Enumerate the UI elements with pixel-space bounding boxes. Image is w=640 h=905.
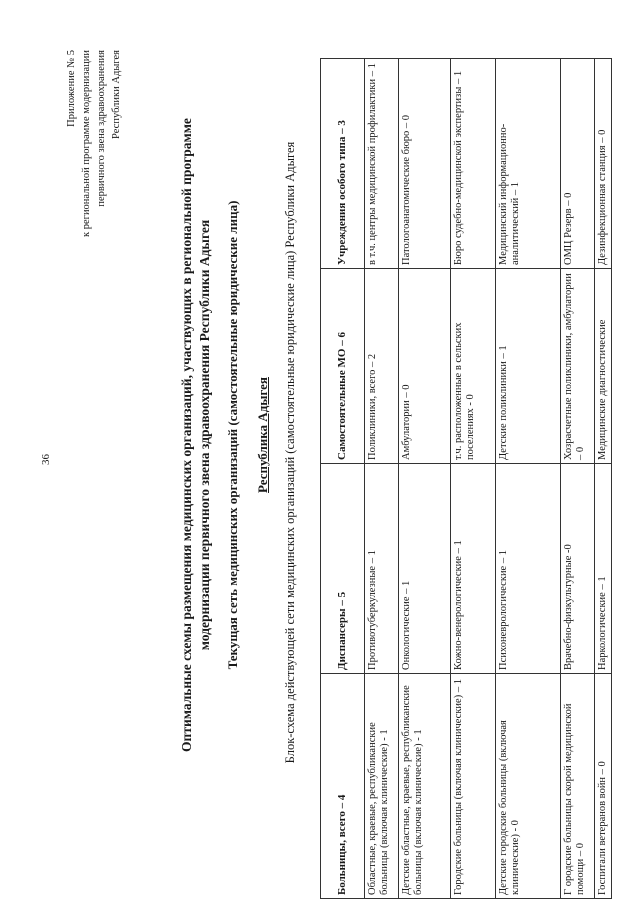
appendix-line: первичного звена здравоохранения xyxy=(96,50,107,207)
table-cell: Патологоанатомические бюро – 0 xyxy=(398,59,450,269)
table-cell: Дезинфекционная станция – 0 xyxy=(594,59,612,269)
table-cell: Детские поликлиники – 1 xyxy=(495,269,560,464)
table-cell: Хозрасчетные поликлиники, амбулатории – 0 xyxy=(560,269,594,464)
title-line-2: модернизации первичного звена здравоохранения Республики Адыгея xyxy=(197,219,212,651)
table-cell: Врачебно-физкультурные -0 xyxy=(560,464,594,674)
table-cell: Детские областные, краевые, республиканские больницы (включая клинические) - 1 xyxy=(398,674,450,899)
table-row xyxy=(560,59,594,899)
appendix-line: Приложение № 5 xyxy=(66,50,77,127)
table-row xyxy=(398,59,450,899)
table-cell: в т.ч. центры медицинской профилактики – 1 xyxy=(364,59,398,269)
table-row xyxy=(594,59,612,899)
table-row xyxy=(450,59,495,899)
table-cell: Медицинский информационно-аналитический – 1 xyxy=(495,59,560,269)
region-heading: Республика Адыгея xyxy=(255,377,270,493)
table-caption: Блок-схема действующей сети медицинских организаций (самостоятельные юридические лица) Республики Адыгея xyxy=(283,141,297,764)
appendix-line: к региональной программе модернизации xyxy=(81,50,92,237)
table-cell: т.ч. расположенные в сельских поселениях - 0 xyxy=(450,269,495,464)
table-cell: Психоневрологические – 1 xyxy=(495,464,560,674)
header-hospitals: Больницы, всего – 4 xyxy=(321,674,365,899)
appendix-line: Республики Адыгея xyxy=(111,50,122,139)
table-cell: Амбулатории – 0 xyxy=(398,269,450,464)
header-special-institutions: Учреждения особого типа – 3 xyxy=(321,59,365,269)
table-row xyxy=(364,59,398,899)
table-cell: Городские больницы (включая клинические) – 1 xyxy=(450,674,495,899)
table-cell: Медицинские диагностические xyxy=(594,269,612,464)
appendix-note xyxy=(64,50,124,350)
table-cell: Кожно-венерологические – 1 xyxy=(450,464,495,674)
table-cell: Противотуберкулезные – 1 xyxy=(364,464,398,674)
table-cell: ОМЦ Резерв – 0 xyxy=(560,59,594,269)
title-line-1: Оптимальные схемы размещения медицинских организаций, участвующих в региональной программе xyxy=(179,118,194,752)
page-number: 36 xyxy=(40,454,52,465)
table-cell: Онкологические – 1 xyxy=(398,464,450,674)
table-cell: Наркологические – 1 xyxy=(594,464,612,674)
table-cell: Детские городские больницы (включая клинические) - 0 xyxy=(495,674,560,899)
table-header-row xyxy=(321,59,365,899)
document-subtitle: Текущая сеть медицинских организаций (самостоятельные юридические лица) xyxy=(225,200,240,670)
document-title xyxy=(178,85,214,785)
table-cell: Областные, краевые, республиканские больницы (включая клинические) - 1 xyxy=(364,674,398,899)
table-cell: Г ородские больницы скорой медицинской помощи – 0 xyxy=(560,674,594,899)
table-row xyxy=(495,59,560,899)
organizations-table xyxy=(320,58,612,899)
table-cell: Бюро судебно-медицинской экспертизы – 1 xyxy=(450,59,495,269)
table-cell: Госпитали ветеранов войн – 0 xyxy=(594,674,612,899)
header-independent-mo: Самостоятельные МО – 6 xyxy=(321,269,365,464)
table-cell: Поликлиники, всего – 2 xyxy=(364,269,398,464)
header-dispensaries: Диспансеры – 5 xyxy=(321,464,365,674)
